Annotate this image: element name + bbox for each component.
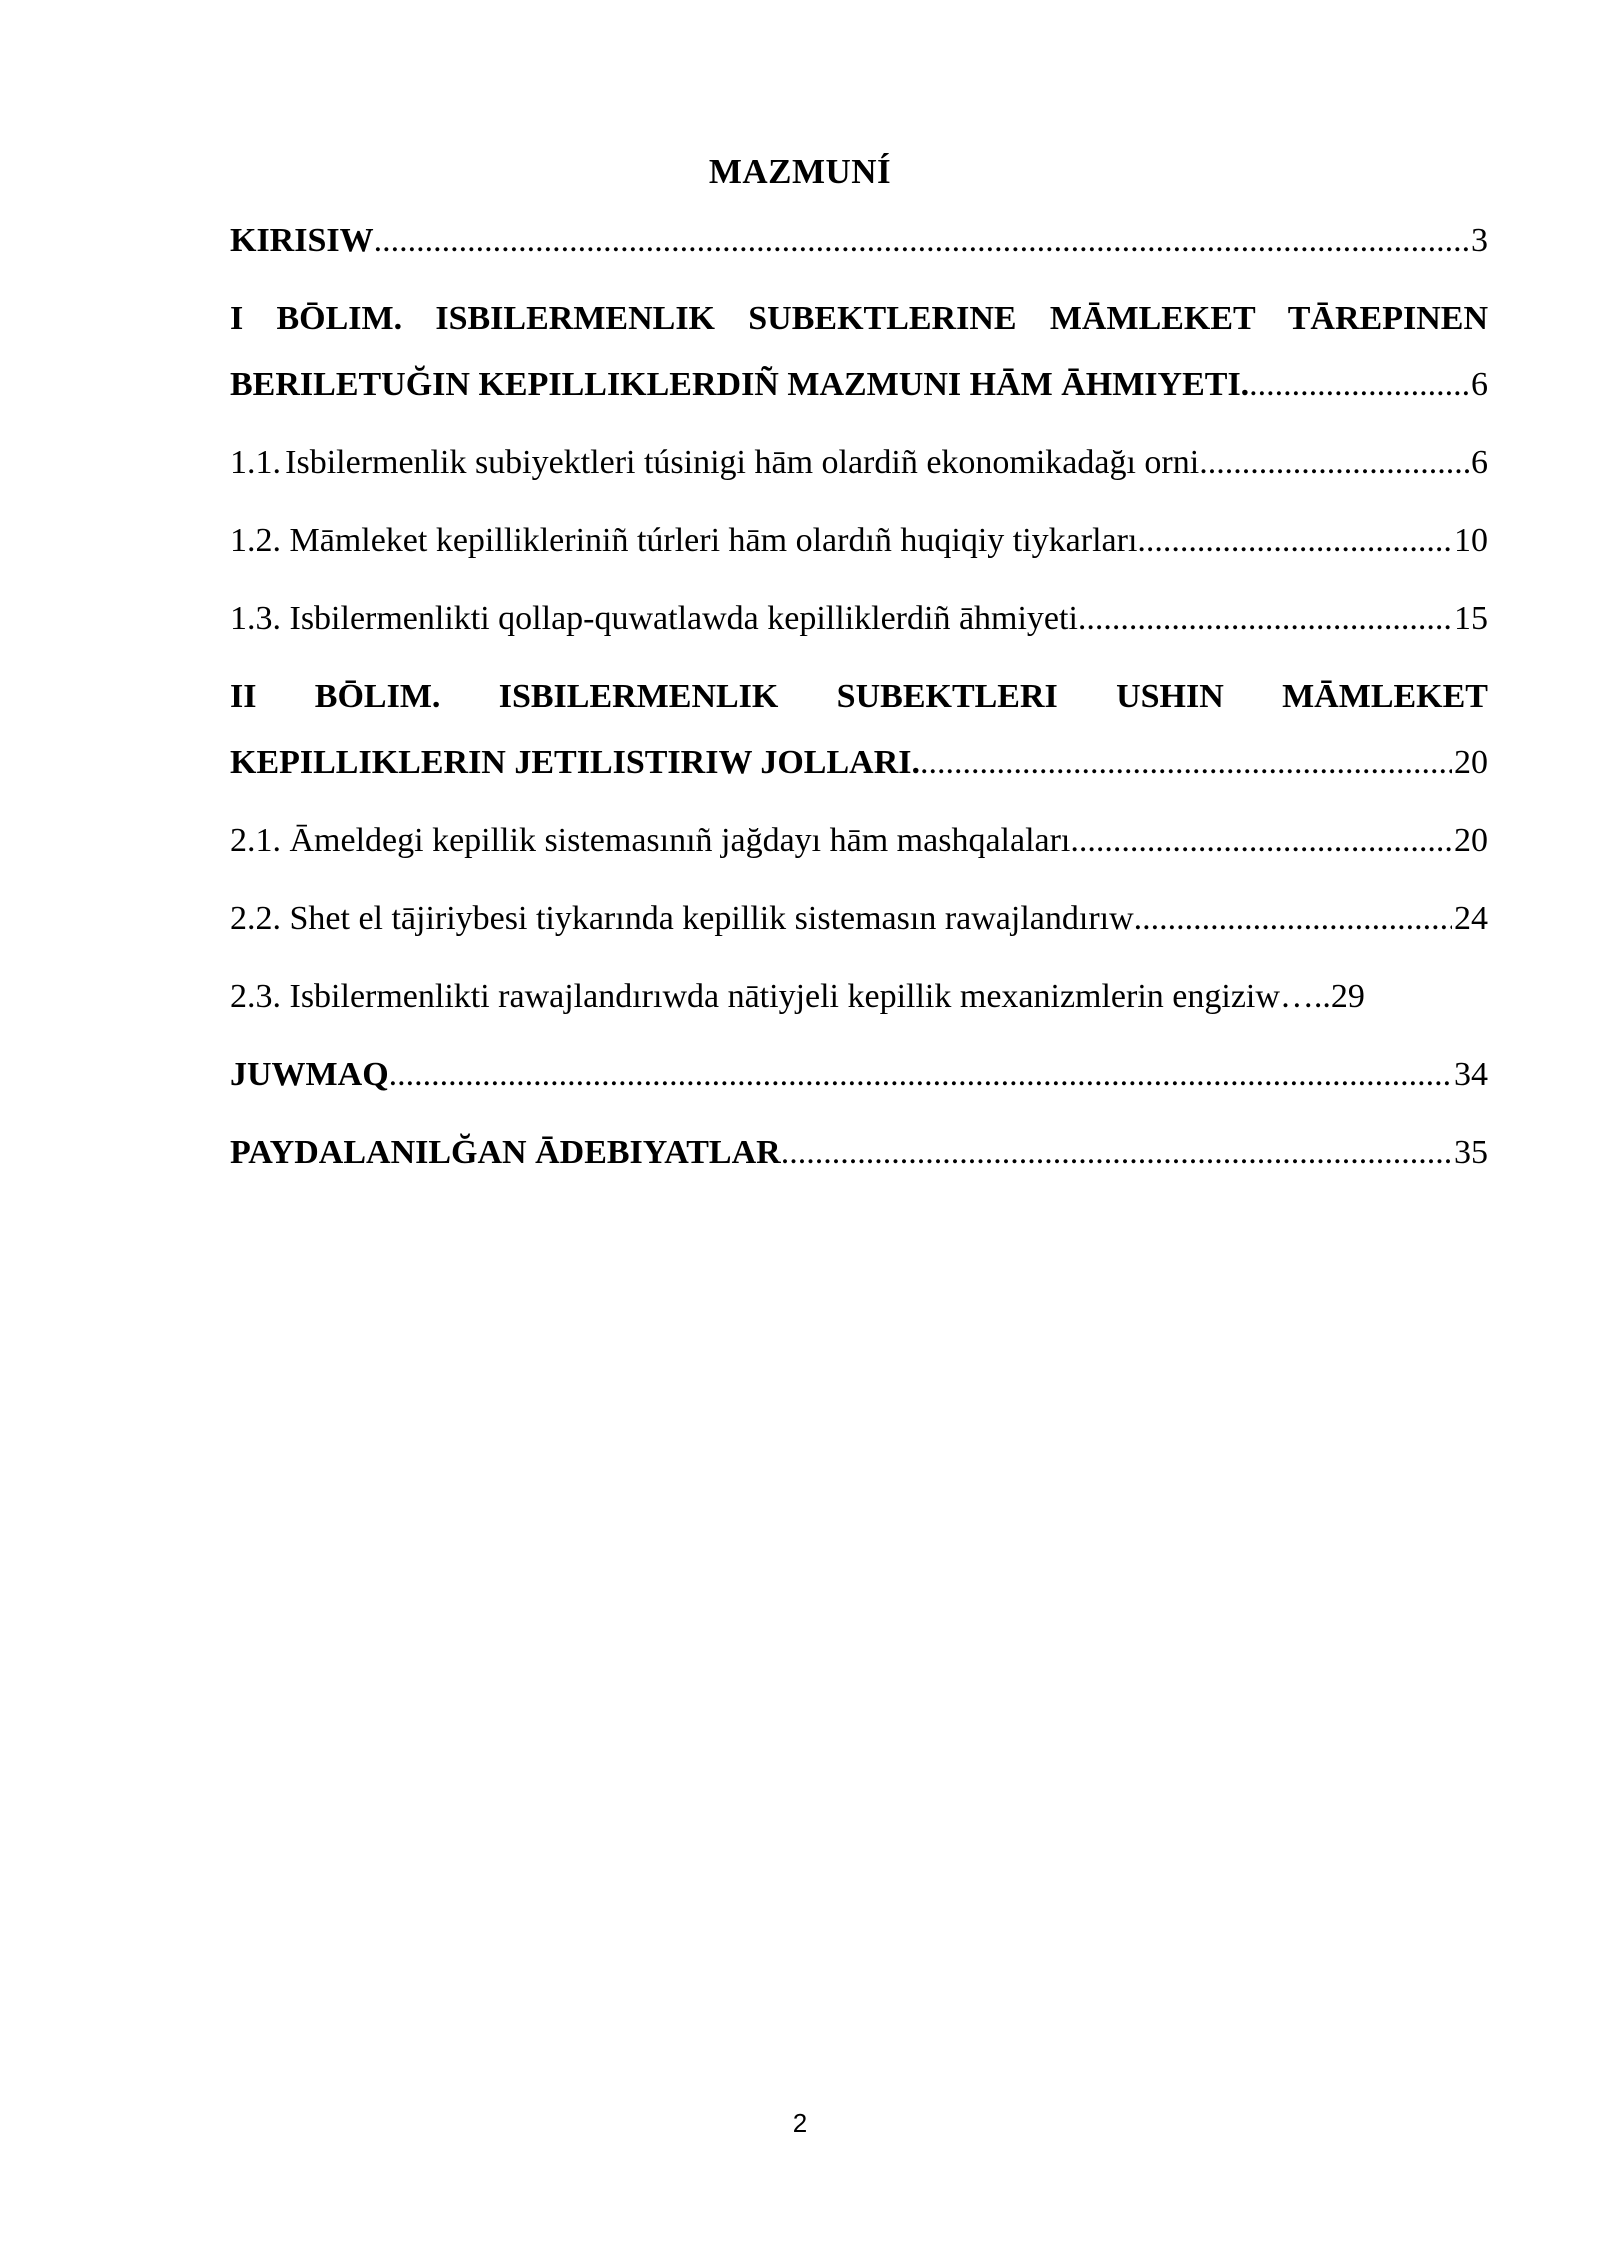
toc-entry-label-line2: BERILETUĞIN KEPILLIKLERDIÑ MAZMUNI HĀM ĀHMIYETI.	[230, 366, 1250, 403]
toc-entry-2-3[interactable]	[230, 964, 1488, 1030]
dot-leader	[1137, 508, 1452, 574]
dot-leader	[1199, 430, 1469, 496]
dot-leader	[1070, 808, 1452, 874]
toc-entry-kirisiw[interactable]	[230, 208, 1488, 274]
toc-entry-label: 2.2. Shet el tājiriybesi tiykarında kepillik sistemasın rawajlandırıw	[230, 900, 1134, 937]
page-number: 2	[792, 2108, 808, 2138]
dot-leader	[374, 208, 1469, 274]
toc-page-number: 35	[1454, 1134, 1488, 1171]
dot-leader	[1249, 352, 1469, 418]
toc-page-number: 6	[1471, 444, 1488, 481]
toc-entry-2-2[interactable]	[230, 886, 1488, 952]
toc-entry-section-2[interactable]	[230, 664, 1488, 796]
dot-leader	[781, 1120, 1452, 1186]
dot-leader	[920, 730, 1452, 796]
toc-entry-label: 1.2. Māmleket kepillikleriniñ túrleri hām olardıñ huqiqiy tiykarları	[230, 522, 1138, 559]
toc-entry-label-line1: II BŌLIM. ISBILERMENLIK SUBEKTLERI USHIN MĀMLEKET	[230, 678, 1488, 715]
toc-entry-juwmaq[interactable]	[230, 1042, 1488, 1108]
toc-title: MAZMUNÍ	[708, 152, 892, 191]
toc-page-number: 24	[1454, 900, 1488, 937]
toc-entry-1-3[interactable]	[230, 586, 1488, 652]
toc-entry-label: Isbilermenlik subiyektleri túsinigi hām olardiñ ekonomikadağı orni	[285, 444, 1200, 481]
toc-entry-1-1[interactable]	[230, 430, 1488, 496]
toc-page-number: 6	[1471, 366, 1488, 403]
toc-entry-label: KIRISIW	[230, 222, 374, 259]
toc-entry-label: 1.3. Isbilermenlikti qollap-quwatlawda kepilliklerdiñ āhmiyeti	[230, 600, 1078, 637]
toc-page-number: 15	[1454, 600, 1488, 637]
toc-page-number: 20	[1454, 822, 1488, 859]
toc-page-number: 3	[1471, 222, 1488, 259]
toc-entry-label-line2: KEPILLIKLERIN JETILISTIRIW JOLLARI.	[230, 744, 920, 781]
toc-entry-label-line1: I BŌLIM. ISBILERMENLIK SUBEKTLERINE MĀMLEKET TĀREPINEN	[230, 300, 1488, 337]
toc-entry-references[interactable]	[230, 1120, 1488, 1186]
dot-leader	[1134, 886, 1452, 952]
toc-entry-label: 2.1. Āmeldegi kepillik sistemasınıñ jağdayı hām mashqalaları	[230, 822, 1071, 859]
toc-page-number: 10	[1454, 522, 1488, 559]
dot-leader	[1078, 586, 1452, 652]
toc-entry-number: 1.1.	[230, 444, 281, 481]
toc-page-number: 29	[1330, 978, 1365, 1015]
toc-entry-label: PAYDALANILĞAN ĀDEBIYATLAR	[230, 1134, 781, 1171]
table-of-contents	[230, 208, 1488, 1186]
dot-leader	[389, 1042, 1452, 1108]
toc-entry-2-1[interactable]	[230, 808, 1488, 874]
toc-page-number: 34	[1454, 1056, 1488, 1093]
toc-entry-1-2[interactable]	[230, 508, 1488, 574]
toc-entry-section-1[interactable]	[230, 286, 1488, 418]
toc-entry-label: 2.3. Isbilermenlikti rawajlandırıwda nātiyjeli kepillik mexanizmlerin engiziw…..	[230, 978, 1331, 1015]
toc-page-number: 20	[1454, 744, 1488, 781]
toc-entry-label: JUWMAQ	[230, 1056, 389, 1093]
